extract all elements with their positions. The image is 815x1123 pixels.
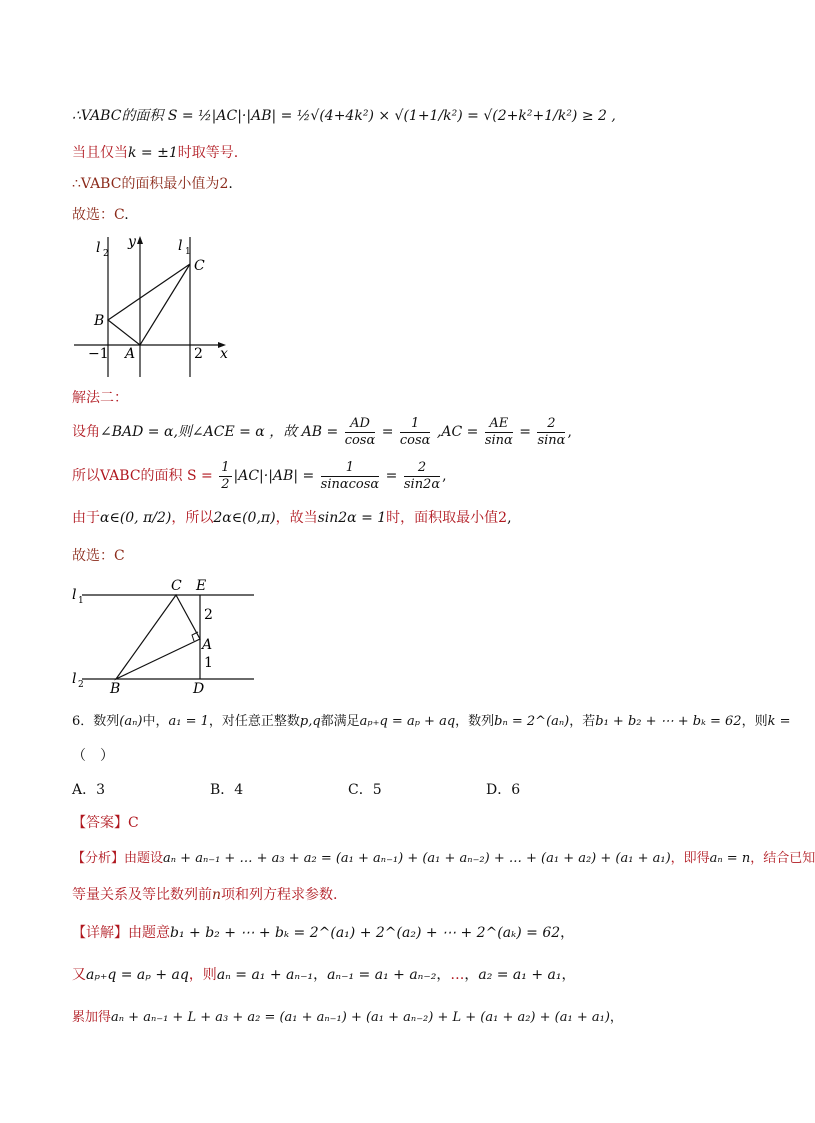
label-b: B bbox=[110, 681, 121, 697]
triangle-abc bbox=[108, 264, 190, 345]
answer-choice-line-1 bbox=[72, 205, 129, 225]
math-segment: 2α∈(0,π) bbox=[213, 510, 276, 526]
detail-line-2 bbox=[72, 965, 575, 985]
area-formula: ∴VABC的面积 S = ½|AC|·|AB| = ½√(4+4k²) × √(1+1/k²) = √(2+k²+1/k²) ≥ 2 , bbox=[72, 108, 616, 124]
text-segment: 由题意 bbox=[128, 925, 170, 941]
label-two: 2 bbox=[204, 607, 213, 623]
label-l2: l bbox=[96, 240, 101, 256]
equals-sign: = bbox=[385, 468, 398, 484]
detail-line-1 bbox=[72, 923, 574, 943]
math-segment: ,则∠ACE = α ，故 AB = bbox=[173, 424, 339, 440]
answer-line bbox=[72, 813, 139, 833]
math-segment: sin2α = 1 bbox=[317, 510, 387, 526]
math-segment: a₁ = 1 bbox=[168, 714, 209, 729]
text-segment: ， bbox=[436, 967, 451, 983]
math-segment: b₁ + b₂ + ⋯ + bₖ = 2^(a₁) + 2^(a₂) + ⋯ + 2^(aₖ) = 62 bbox=[170, 925, 561, 941]
question-6-paren bbox=[72, 746, 114, 766]
text-segment: 设角 bbox=[72, 424, 100, 440]
fraction-numerator: 1 bbox=[221, 459, 230, 475]
text-segment: 当且仅当 bbox=[72, 145, 128, 161]
text-segment: 时，面积取最小值 bbox=[386, 510, 499, 526]
fraction bbox=[537, 416, 565, 449]
text-segment: ，即得 bbox=[670, 851, 710, 866]
answer-choice-line-2 bbox=[72, 546, 125, 566]
math-segment: α∈(0, π/2) bbox=[100, 510, 172, 526]
text-segment: , bbox=[442, 468, 447, 484]
fraction-numerator: 2 bbox=[404, 460, 440, 477]
text-segment: , bbox=[567, 424, 572, 440]
math-segment: aₙ = a₁ + aₙ₋₁ bbox=[216, 967, 314, 983]
label-two: 2 bbox=[194, 346, 203, 362]
label-b: B bbox=[94, 313, 105, 329]
label-x: x bbox=[220, 346, 228, 362]
fraction bbox=[400, 416, 431, 449]
text-segment: 所以VABC的面积 S = bbox=[72, 468, 213, 484]
label-y: y bbox=[128, 234, 136, 250]
text-segment: ， bbox=[464, 967, 479, 983]
analysis-line-1 bbox=[72, 849, 815, 869]
text-segment: 又 bbox=[72, 967, 86, 983]
detail-line-3 bbox=[72, 1008, 623, 1028]
text-segment: ，故当 bbox=[275, 510, 318, 526]
method-two-angles-line bbox=[72, 414, 572, 450]
math-segment: (aₙ) bbox=[119, 714, 143, 729]
detail-tag: 【详解】 bbox=[72, 925, 128, 941]
label-l1: l bbox=[178, 238, 183, 254]
option-b: B．4 bbox=[210, 782, 244, 798]
fraction-denominator: sinα bbox=[537, 432, 566, 448]
equals-sign: = bbox=[519, 424, 531, 440]
fraction-numerator: AD bbox=[345, 416, 376, 433]
math-segment: bₙ = 2^(aₙ) bbox=[494, 714, 570, 729]
fraction-numerator: 2 bbox=[537, 416, 565, 433]
math-segment: k = ±1 bbox=[128, 145, 178, 161]
text-segment: ， bbox=[313, 967, 328, 983]
parallel-lines-figure bbox=[68, 575, 268, 697]
fraction-denominator: sin2α bbox=[403, 476, 441, 492]
label-l1: l bbox=[72, 587, 77, 603]
text-segment: ， bbox=[561, 967, 576, 983]
text-segment: . bbox=[124, 207, 129, 223]
text-segment: ，数列 bbox=[455, 714, 495, 729]
math-segment: aₙ = n bbox=[709, 851, 751, 866]
analysis-tag: 【分析】 bbox=[72, 851, 125, 866]
text-segment: 都满足 bbox=[320, 714, 360, 729]
fraction bbox=[345, 416, 376, 449]
label-subscript: 2 bbox=[103, 249, 109, 259]
label-minus-one: −1 bbox=[88, 346, 109, 362]
math-segment: ∠BAD = α bbox=[100, 424, 174, 440]
text-segment: 累加得 bbox=[72, 1010, 112, 1025]
math-segment: k = bbox=[767, 714, 791, 729]
triangle-abc bbox=[116, 595, 200, 679]
text-segment: . bbox=[228, 176, 233, 192]
text-segment: 故选： bbox=[72, 548, 114, 564]
fraction-denominator: sinαcosα bbox=[320, 476, 380, 492]
label-subscript: 2 bbox=[78, 680, 84, 690]
equals-sign: = bbox=[381, 424, 394, 440]
fraction bbox=[404, 460, 440, 493]
label-a: A bbox=[202, 637, 213, 653]
text-segment: 中， bbox=[142, 714, 169, 729]
fraction-numerator: AE bbox=[485, 416, 513, 433]
text-segment: 故选： bbox=[72, 207, 114, 223]
text-segment: 6．数列 bbox=[72, 714, 120, 729]
math-segment: aₙ + aₙ₋₁ + L + a₃ + a₂ = (a₁ + aₙ₋₁) + (a₁ + aₙ₋₂) + L + (a₁ + a₂) + (a₁ + a₁) bbox=[111, 1010, 610, 1025]
text-segment: ，结合已知 bbox=[750, 851, 815, 866]
fraction-numerator: 1 bbox=[400, 416, 431, 433]
equality-condition-line bbox=[72, 143, 238, 163]
math-segment: b₁ + b₂ + ⋯ + bₖ = 62 bbox=[595, 714, 742, 729]
label-subscript: 1 bbox=[78, 596, 84, 606]
text-segment: ，所以 bbox=[171, 510, 214, 526]
math-segment: ,AC = bbox=[436, 424, 479, 440]
label-a: A bbox=[125, 346, 136, 362]
fraction-denominator: sinα bbox=[484, 432, 513, 448]
choice-letter: C bbox=[114, 548, 125, 564]
option-a: A．3 bbox=[72, 782, 106, 798]
value-segment: 2 bbox=[498, 510, 508, 526]
question-6-stem bbox=[72, 712, 790, 732]
text-segment: 由题设 bbox=[124, 851, 164, 866]
text-segment: ，则 bbox=[741, 714, 768, 729]
math-segment: n bbox=[212, 887, 222, 903]
fraction-denominator: cosα bbox=[344, 432, 376, 448]
value-segment: 2 bbox=[219, 176, 229, 192]
answer-tag: 【答案】 bbox=[72, 815, 128, 831]
math-segment: |AC|·|AB| = bbox=[233, 468, 315, 484]
math-segment: aₙ + aₙ₋₁ + … + a₃ + a₂ = (a₁ + aₙ₋₁) + (a₁ + aₙ₋₂) + … + (a₁ + a₂) + (a₁ + a₁) bbox=[163, 851, 671, 866]
text-segment: 由于 bbox=[72, 510, 100, 526]
text-segment: 等量关系及等比数列前 bbox=[72, 887, 212, 903]
blank-paren: （ ） bbox=[72, 748, 114, 764]
text-segment: ， bbox=[609, 1010, 623, 1025]
label-e: E bbox=[196, 578, 207, 594]
label-d: D bbox=[193, 681, 205, 697]
option-c: C．5 bbox=[348, 782, 382, 798]
fraction bbox=[219, 460, 231, 493]
label-c: C bbox=[194, 258, 205, 274]
text-segment: ，则 bbox=[188, 967, 217, 983]
label-c: C bbox=[171, 578, 182, 594]
math-segment: aₚ₊q = aₚ + aq bbox=[359, 714, 456, 729]
math-segment: aₙ₋₁ = a₁ + aₙ₋₂ bbox=[327, 967, 437, 983]
math-segment: a₂ = a₁ + a₁ bbox=[478, 967, 562, 983]
label-l2: l bbox=[72, 671, 77, 687]
text-segment: , bbox=[507, 510, 512, 526]
method-two-range-line bbox=[72, 508, 512, 528]
y-axis-arrow bbox=[137, 236, 143, 244]
question-6-options bbox=[72, 780, 624, 800]
fraction-denominator: cosα bbox=[399, 432, 431, 448]
fraction bbox=[485, 416, 513, 449]
label-subscript: 1 bbox=[185, 247, 191, 257]
fraction-numerator: 1 bbox=[321, 460, 380, 477]
option-d: D．6 bbox=[486, 782, 521, 798]
math-segment: aₚ₊q = aₚ + aq bbox=[86, 967, 189, 983]
text-segment: ∴VABC的面积最小值为 bbox=[72, 176, 220, 192]
min-area-line bbox=[72, 174, 233, 194]
text-segment: 解法二： bbox=[72, 390, 128, 406]
text-segment: 项和列方程求参数. bbox=[221, 887, 338, 903]
fraction-denominator: 2 bbox=[221, 476, 230, 492]
text-segment: 时取等号. bbox=[177, 145, 239, 161]
fraction bbox=[321, 460, 380, 493]
text-segment: ，对任意正整数 bbox=[208, 714, 300, 729]
analysis-line-2 bbox=[72, 885, 337, 905]
choice-letter: C bbox=[114, 207, 125, 223]
math-segment: p,q bbox=[299, 714, 321, 729]
label-one: 1 bbox=[204, 655, 213, 671]
ellipsis: … bbox=[450, 967, 465, 983]
answer-value: C bbox=[128, 815, 139, 831]
solution-line-area-formula bbox=[72, 106, 616, 126]
method-two-heading bbox=[72, 388, 128, 408]
coordinate-figure bbox=[70, 232, 240, 380]
text-segment: ， bbox=[560, 925, 575, 941]
text-segment: ，若 bbox=[569, 714, 596, 729]
method-two-area-line bbox=[72, 458, 447, 494]
